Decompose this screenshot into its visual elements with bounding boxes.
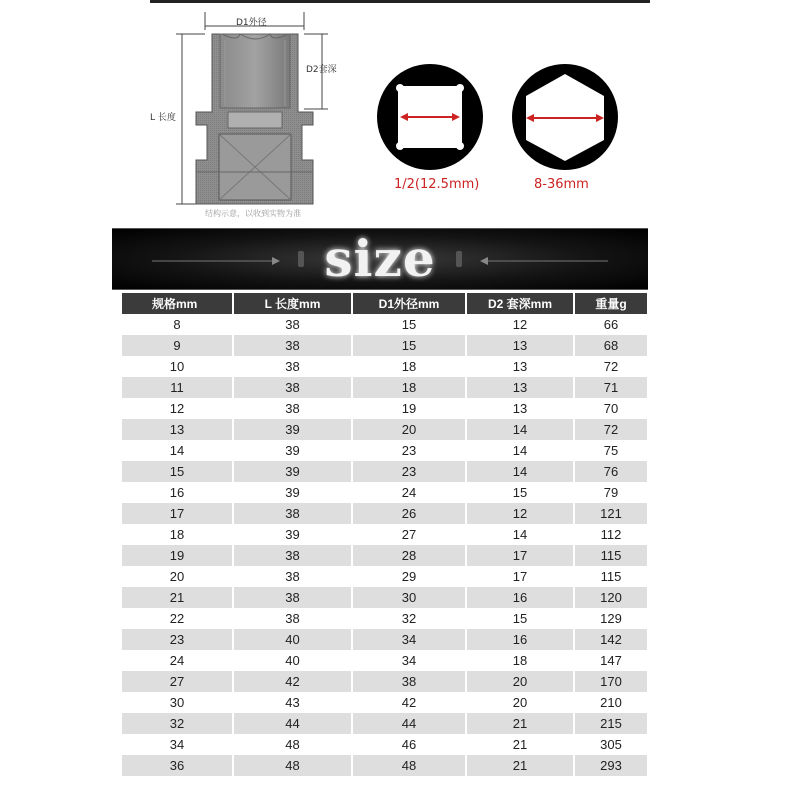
cell-outer-diameter: 48 xyxy=(353,755,465,776)
cell-length: 38 xyxy=(234,356,351,377)
cell-spec: 19 xyxy=(122,545,232,566)
cell-weight: 76 xyxy=(575,461,647,482)
cell-length: 42 xyxy=(234,671,351,692)
cell-outer-diameter: 34 xyxy=(353,629,465,650)
cell-socket-depth: 16 xyxy=(467,629,573,650)
cell-weight: 68 xyxy=(575,335,647,356)
table-row xyxy=(122,650,647,671)
cell-spec: 14 xyxy=(122,440,232,461)
cell-socket-depth: 20 xyxy=(467,692,573,713)
l-label: L 长度 xyxy=(150,113,176,123)
cell-length: 48 xyxy=(234,755,351,776)
cell-length: 39 xyxy=(234,524,351,545)
cell-weight: 305 xyxy=(575,734,647,755)
cell-length: 40 xyxy=(234,650,351,671)
cell-weight: 72 xyxy=(575,356,647,377)
cell-length: 43 xyxy=(234,692,351,713)
table-row xyxy=(122,524,647,545)
cell-socket-depth: 17 xyxy=(467,566,573,587)
cell-spec: 30 xyxy=(122,692,232,713)
cell-weight: 142 xyxy=(575,629,647,650)
cell-spec: 34 xyxy=(122,734,232,755)
cell-weight: 120 xyxy=(575,587,647,608)
cell-socket-depth: 21 xyxy=(467,755,573,776)
cell-outer-diameter: 23 xyxy=(353,440,465,461)
table-body xyxy=(122,314,647,776)
cell-outer-diameter: 38 xyxy=(353,671,465,692)
cell-weight: 72 xyxy=(575,419,647,440)
cell-weight: 112 xyxy=(575,524,647,545)
socket-body xyxy=(196,34,313,204)
cell-outer-diameter: 24 xyxy=(353,482,465,503)
cell-spec: 36 xyxy=(122,755,232,776)
table-row xyxy=(122,755,647,776)
table-row xyxy=(122,356,647,377)
cell-length: 38 xyxy=(234,545,351,566)
header-spec: 规格mm xyxy=(122,293,232,314)
cell-spec: 10 xyxy=(122,356,232,377)
table-row xyxy=(122,440,647,461)
cell-weight: 129 xyxy=(575,608,647,629)
cell-socket-depth: 12 xyxy=(467,503,573,524)
d2-label: D2套深 xyxy=(306,65,337,75)
cell-spec: 11 xyxy=(122,377,232,398)
cell-weight: 293 xyxy=(575,755,647,776)
cell-spec: 20 xyxy=(122,566,232,587)
cell-spec: 16 xyxy=(122,482,232,503)
cell-spec: 8 xyxy=(122,314,232,335)
cell-weight: 170 xyxy=(575,671,647,692)
cell-weight: 115 xyxy=(575,566,647,587)
cell-socket-depth: 13 xyxy=(467,335,573,356)
cell-outer-diameter: 15 xyxy=(353,335,465,356)
hex-range-label: 8-36mm xyxy=(534,177,589,192)
cell-length: 39 xyxy=(234,440,351,461)
header-length: L 长度mm xyxy=(234,293,351,314)
cell-outer-diameter: 28 xyxy=(353,545,465,566)
cell-spec: 9 xyxy=(122,335,232,356)
size-banner xyxy=(112,228,648,290)
cell-outer-diameter: 27 xyxy=(353,524,465,545)
cell-outer-diameter: 44 xyxy=(353,713,465,734)
header-weight: 重量g xyxy=(575,293,647,314)
cell-length: 38 xyxy=(234,566,351,587)
cell-socket-depth: 21 xyxy=(467,713,573,734)
square-drive-label: 1/2(12.5mm) xyxy=(394,177,480,192)
table-row xyxy=(122,503,647,524)
table-header-row xyxy=(122,293,647,314)
table-row xyxy=(122,587,647,608)
socket-diagram xyxy=(0,0,800,228)
cell-length: 38 xyxy=(234,503,351,524)
cell-outer-diameter: 32 xyxy=(353,608,465,629)
cell-weight: 79 xyxy=(575,482,647,503)
cell-weight: 147 xyxy=(575,650,647,671)
cell-outer-diameter: 30 xyxy=(353,587,465,608)
cell-socket-depth: 14 xyxy=(467,461,573,482)
table-row xyxy=(122,734,647,755)
cell-outer-diameter: 42 xyxy=(353,692,465,713)
cell-spec: 21 xyxy=(122,587,232,608)
table-row xyxy=(122,419,647,440)
cell-spec: 17 xyxy=(122,503,232,524)
cell-length: 48 xyxy=(234,734,351,755)
cell-outer-diameter: 29 xyxy=(353,566,465,587)
cell-length: 39 xyxy=(234,419,351,440)
table-row xyxy=(122,608,647,629)
table-row xyxy=(122,671,647,692)
cell-outer-diameter: 18 xyxy=(353,356,465,377)
cell-spec: 24 xyxy=(122,650,232,671)
cell-socket-depth: 21 xyxy=(467,734,573,755)
cell-length: 40 xyxy=(234,629,351,650)
cell-outer-diameter: 26 xyxy=(353,503,465,524)
cell-weight: 66 xyxy=(575,314,647,335)
socket-drawing xyxy=(0,0,800,228)
table-row xyxy=(122,713,647,734)
cell-socket-depth: 13 xyxy=(467,356,573,377)
cell-socket-depth: 16 xyxy=(467,587,573,608)
cell-outer-diameter: 18 xyxy=(353,377,465,398)
hex-end-view xyxy=(512,64,618,170)
header-outer-diameter: D1外径mm xyxy=(353,293,465,314)
cell-socket-depth: 17 xyxy=(467,545,573,566)
spec-table xyxy=(120,293,649,776)
cell-weight: 215 xyxy=(575,713,647,734)
cell-socket-depth: 20 xyxy=(467,671,573,692)
cell-length: 39 xyxy=(234,461,351,482)
cell-socket-depth: 14 xyxy=(467,440,573,461)
cell-spec: 15 xyxy=(122,461,232,482)
cell-spec: 22 xyxy=(122,608,232,629)
cell-length: 38 xyxy=(234,608,351,629)
cell-spec: 13 xyxy=(122,419,232,440)
cell-socket-depth: 18 xyxy=(467,650,573,671)
cell-spec: 27 xyxy=(122,671,232,692)
cell-outer-diameter: 23 xyxy=(353,461,465,482)
table-row xyxy=(122,314,647,335)
cell-length: 38 xyxy=(234,587,351,608)
cell-socket-depth: 13 xyxy=(467,398,573,419)
cell-length: 38 xyxy=(234,377,351,398)
header-socket-depth: D2 套深mm xyxy=(467,293,573,314)
cell-spec: 23 xyxy=(122,629,232,650)
table-row xyxy=(122,335,647,356)
cell-spec: 32 xyxy=(122,713,232,734)
diagram-note: 结构示意，以收到实物为准 xyxy=(205,209,301,218)
cell-outer-diameter: 46 xyxy=(353,734,465,755)
cell-length: 38 xyxy=(234,398,351,419)
banner-title: size xyxy=(324,229,436,288)
square-drive-end-view xyxy=(377,64,483,170)
cell-socket-depth: 14 xyxy=(467,524,573,545)
table-row xyxy=(122,545,647,566)
cell-weight: 121 xyxy=(575,503,647,524)
cell-length: 38 xyxy=(234,335,351,356)
cell-outer-diameter: 15 xyxy=(353,314,465,335)
cell-weight: 75 xyxy=(575,440,647,461)
table-row xyxy=(122,461,647,482)
cell-socket-depth: 13 xyxy=(467,377,573,398)
table-row xyxy=(122,692,647,713)
cell-socket-depth: 15 xyxy=(467,608,573,629)
cell-length: 38 xyxy=(234,314,351,335)
cell-outer-diameter: 20 xyxy=(353,419,465,440)
cell-socket-depth: 12 xyxy=(467,314,573,335)
cell-weight: 71 xyxy=(575,377,647,398)
cell-length: 44 xyxy=(234,713,351,734)
table-row xyxy=(122,629,647,650)
cell-weight: 70 xyxy=(575,398,647,419)
table-row xyxy=(122,377,647,398)
cell-weight: 115 xyxy=(575,545,647,566)
cell-spec: 12 xyxy=(122,398,232,419)
cell-weight: 210 xyxy=(575,692,647,713)
cell-outer-diameter: 19 xyxy=(353,398,465,419)
cell-socket-depth: 14 xyxy=(467,419,573,440)
table-row xyxy=(122,398,647,419)
cell-outer-diameter: 34 xyxy=(353,650,465,671)
cell-spec: 18 xyxy=(122,524,232,545)
cell-length: 39 xyxy=(234,482,351,503)
table-row xyxy=(122,482,647,503)
cell-socket-depth: 15 xyxy=(467,482,573,503)
d1-label: D1外径 xyxy=(236,18,267,28)
table-row xyxy=(122,566,647,587)
